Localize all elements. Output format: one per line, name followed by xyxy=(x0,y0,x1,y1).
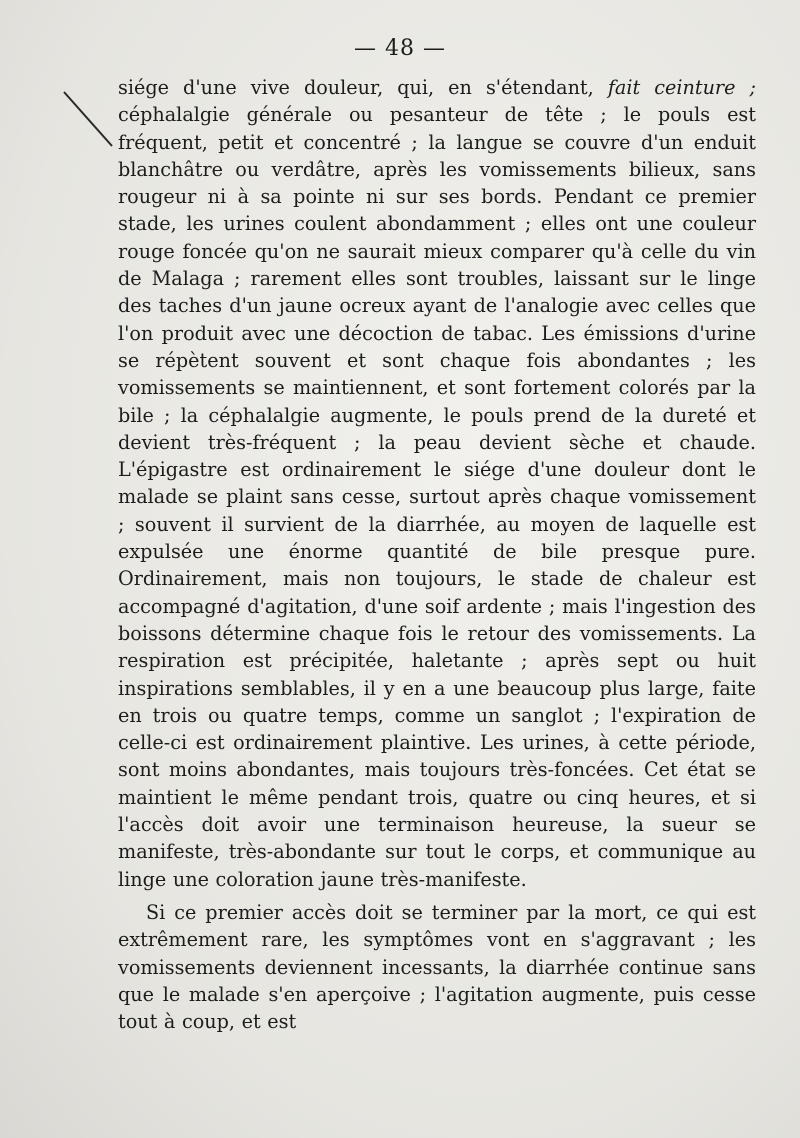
paragraph-1-rest: céphalalgie générale ou pesanteur de tête ; le pouls est fréquent, petit et concentré ; la langue se couvre d'un enduit blanchâtre ou verdâtre, après les vomissements bilieux, sans rougeur ni à sa pointe ni sur ses bords. Pendant ce premier stade, les urines coulent abondamment ; elles ont une couleur rouge foncée qu'on ne saurait mieux comparer qu'à celle du vin de Malaga ; rarement elles sont troubles, laissant sur le linge des taches d'un jaune ocreux ayant de l'analogie avec celles que l'on produit avec une décoction de tabac. Les émissions d'urine se répètent souvent et sont chaque fois abondantes ; les vomissements se maintiennent, et sont fortement colorés par la bile ; la céphalalgie augmente, le pouls prend de la dureté et devient très-fréquent ; la peau devient sèche et chaude. L'épigastre est ordinairement le siége d'une douleur dont le malade se plaint sans cesse, surtout après chaque vomissement ; souvent il survient de la diarrhée, au moyen de laquelle est expulsée une énorme quantité de bile presque pure. Ordinairement, mais non toujours, le stade de chaleur est accompagné d'agitation, d'une soif ardente ; mais l'ingestion des boissons détermine chaque fois le retour des vomissements. La respiration est précipitée, haletante ; après sept ou huit inspirations semblables, il y en a une beaucoup plus large, faite en trois ou quatre temps, comme un sanglot ; l'expiration de celle-ci est ordinairement plaintive. Les urines, à cette période, sont moins abondantes, mais toujours très-foncées. Cet état se maintient le même pendant trois, quatre ou cinq heures, et si l'accès doit avoir une terminaison heureuse, la sueur se manifeste, très-abondante sur tout le corps, et communique au linge une coloration jaune très-manifeste. xyxy=(118,103,756,891)
body-text xyxy=(118,74,756,1035)
paragraph-1 xyxy=(118,74,756,893)
margin-pen-mark xyxy=(62,90,122,150)
paragraph-2: Si ce premier accès doit se terminer par la mort, ce qui est extrêmement rare, les symptômes vont en s'aggravant ; les vomissements deviennent incessants, la diarrhée continue sans que le malade s'en aperçoive ; l'agitation augmente, puis cesse tout à coup, et est xyxy=(118,900,756,1034)
page-number: — 48 — xyxy=(354,36,446,61)
italic-phrase: fait ceinture ; xyxy=(607,76,756,99)
paragraph-1-start: siége d'une vive douleur, qui, en s'étendant, xyxy=(118,76,608,99)
